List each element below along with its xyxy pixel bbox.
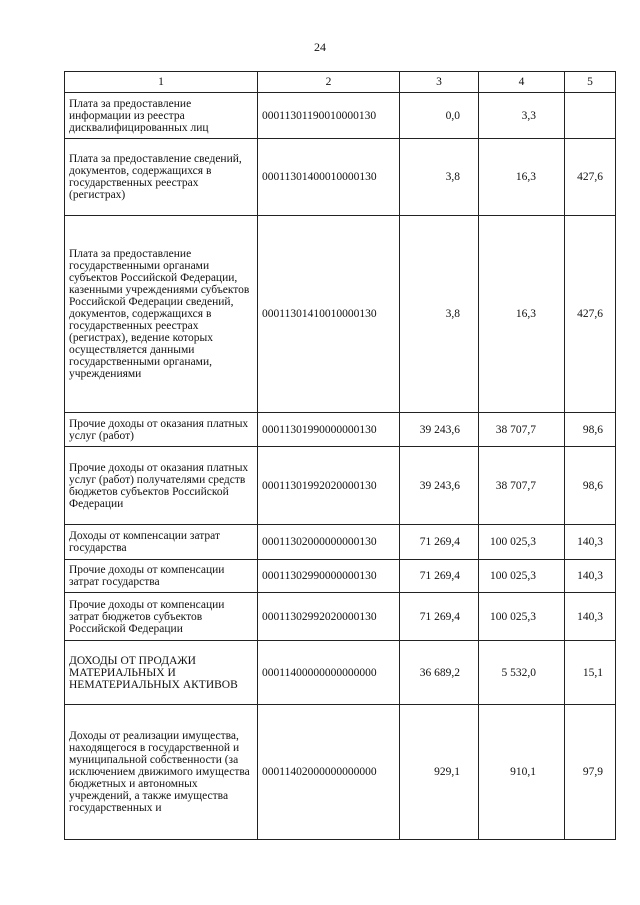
row-value-col3: 71 269,4 xyxy=(400,593,479,641)
row-code: 00011402000000000000 xyxy=(258,705,400,840)
table-row xyxy=(65,413,616,447)
row-value-col5: 15,1 xyxy=(565,641,616,705)
table-row xyxy=(65,641,616,705)
row-code: 00011301992020000130 xyxy=(258,447,400,525)
page-number: 24 xyxy=(314,40,326,54)
row-value-col3: 36 689,2 xyxy=(400,641,479,705)
column-header-1: 1 xyxy=(65,72,258,93)
table-row xyxy=(65,705,616,840)
row-code: 00011302992020000130 xyxy=(258,593,400,641)
row-value-col4: 910,1 xyxy=(479,705,565,840)
table-header-row xyxy=(65,72,616,93)
row-name: ДОХОДЫ ОТ ПРОДАЖИ МАТЕРИАЛЬНЫХ И НЕМАТЕРИАЛЬНЫХ АКТИВОВ xyxy=(65,641,258,705)
row-value-col4: 3,3 xyxy=(479,93,565,139)
row-code: 00011301410010000130 xyxy=(258,216,400,413)
row-name: Прочие доходы от компенсации затрат бюджетов субъектов Российской Федерации xyxy=(65,593,258,641)
row-value-col5: 427,6 xyxy=(565,139,616,216)
column-header-4: 4 xyxy=(479,72,565,93)
row-value-col4: 38 707,7 xyxy=(479,413,565,447)
table-row xyxy=(65,93,616,139)
table-row xyxy=(65,216,616,413)
row-name: Доходы от компенсации затрат государства xyxy=(65,525,258,560)
row-name: Прочие доходы от компенсации затрат государства xyxy=(65,560,258,593)
column-header-2: 2 xyxy=(258,72,400,93)
column-header-3: 3 xyxy=(400,72,479,93)
row-value-col4: 38 707,7 xyxy=(479,447,565,525)
row-code: 00011302000000000130 xyxy=(258,525,400,560)
row-value-col4: 5 532,0 xyxy=(479,641,565,705)
row-value-col4: 100 025,3 xyxy=(479,560,565,593)
row-code: 00011301190010000130 xyxy=(258,93,400,139)
row-value-col5: 140,3 xyxy=(565,593,616,641)
row-value-col3: 929,1 xyxy=(400,705,479,840)
row-value-col5: 98,6 xyxy=(565,447,616,525)
row-name: Прочие доходы от оказания платных услуг (работ) xyxy=(65,413,258,447)
row-code: 00011301990000000130 xyxy=(258,413,400,447)
row-value-col4: 16,3 xyxy=(479,216,565,413)
table-row xyxy=(65,593,616,641)
row-value-col4: 100 025,3 xyxy=(479,593,565,641)
row-value-col3: 0,0 xyxy=(400,93,479,139)
row-value-col3: 39 243,6 xyxy=(400,413,479,447)
row-value-col4: 16,3 xyxy=(479,139,565,216)
table-row xyxy=(65,139,616,216)
row-value-col5 xyxy=(565,93,616,139)
row-value-col5: 140,3 xyxy=(565,525,616,560)
row-name: Прочие доходы от оказания платных услуг (работ) получателями средств бюджетов субъектов Российской Федерации xyxy=(65,447,258,525)
table-row xyxy=(65,447,616,525)
row-value-col3: 71 269,4 xyxy=(400,560,479,593)
row-value-col4: 100 025,3 xyxy=(479,525,565,560)
table-row xyxy=(65,525,616,560)
row-name: Плата за предоставление государственными органами субъектов Российской Федерации, казенными учреждениями субъектов Российской Федерации сведений, документов, содержащихся в государственных реестрах (регистрах), ведение которых осуществляется данными государственными органами, учреждениями xyxy=(65,216,258,413)
row-value-col5: 97,9 xyxy=(565,705,616,840)
row-value-col3: 39 243,6 xyxy=(400,447,479,525)
column-header-5: 5 xyxy=(565,72,616,93)
row-value-col3: 71 269,4 xyxy=(400,525,479,560)
table-row xyxy=(65,560,616,593)
row-name: Плата за предоставление сведений, документов, содержащихся в государственных реестрах (регистрах) xyxy=(65,139,258,216)
row-code: 00011302990000000130 xyxy=(258,560,400,593)
row-name: Плата за предоставление информации из реестра дисквалифицированных лиц xyxy=(65,93,258,139)
row-value-col3: 3,8 xyxy=(400,139,479,216)
row-name: Доходы от реализации имущества, находящегося в государственной и муниципальной собственности (за исключением движимого имущества бюджетных и автономных учреждений, а также имущества государственных и xyxy=(65,705,258,840)
row-value-col5: 427,6 xyxy=(565,216,616,413)
row-code: 00011400000000000000 xyxy=(258,641,400,705)
row-value-col5: 98,6 xyxy=(565,413,616,447)
row-value-col3: 3,8 xyxy=(400,216,479,413)
revenue-table xyxy=(64,71,616,840)
row-code: 00011301400010000130 xyxy=(258,139,400,216)
row-value-col5: 140,3 xyxy=(565,560,616,593)
